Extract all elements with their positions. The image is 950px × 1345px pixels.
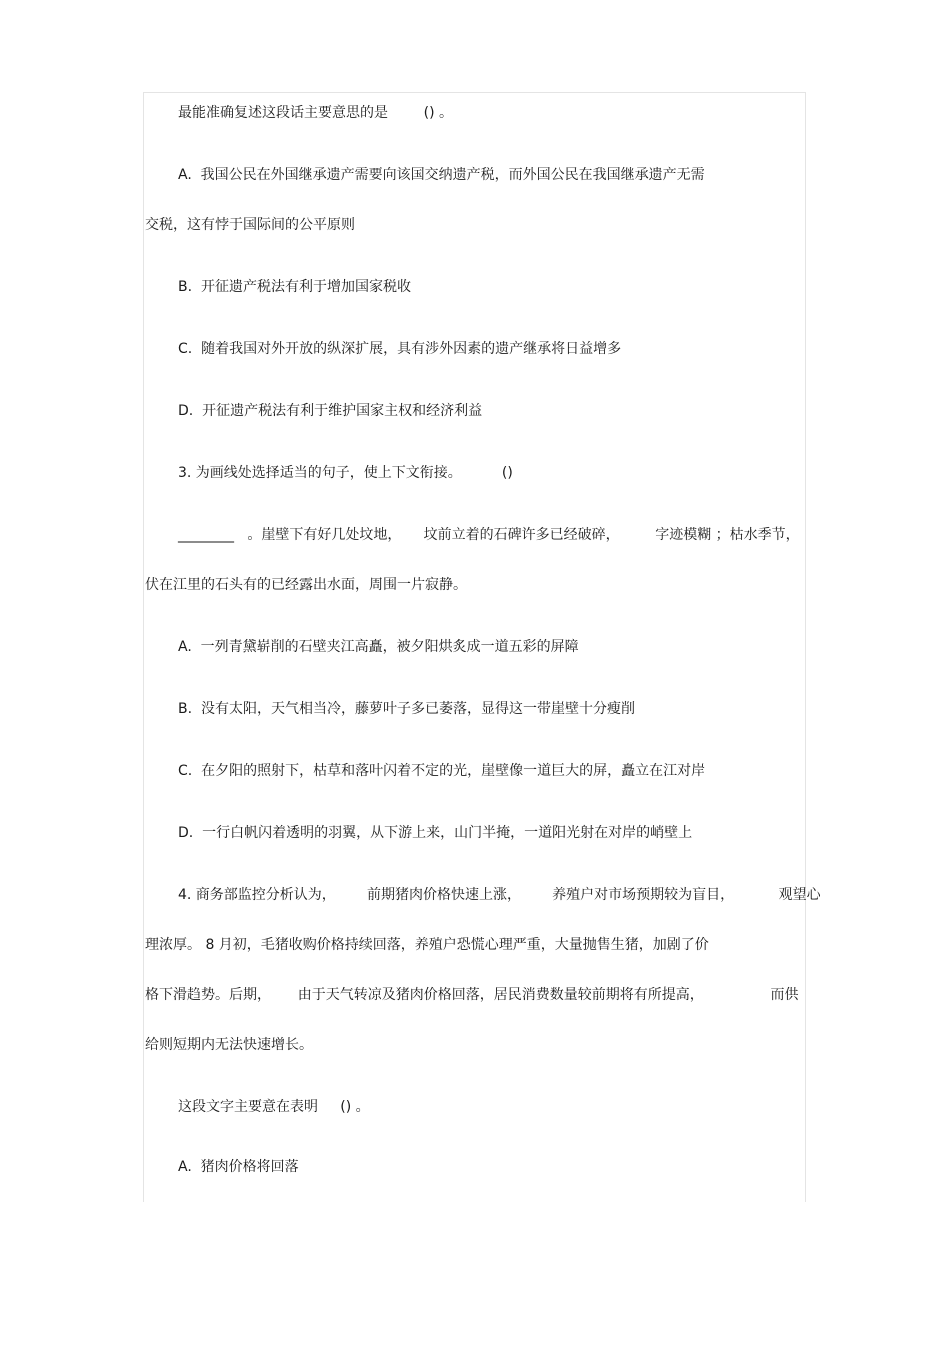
option-b: B. 开征遗产税法有利于增加国家税收 [178,279,411,295]
option-a-continued: 交税，这有悖于国际间的公平原则 [145,217,355,233]
question-3-passage-line-1: ________ 。崖壁下有好几处坟地， 坟前立着的石碑许多已经破碎， 字迹模糊 ；枯水季节， [178,527,800,543]
question-4-option-a: A. 猪肉价格将回落 [178,1159,299,1175]
question-3-option-a: A. 一列青黛崭削的石壁夹江高矗，被夕阳烘炙成一道五彩的屏障 [178,639,579,655]
question-stem: 最能准确复述这段话主要意思的是 () 。 [178,105,453,121]
question-4-passage-line-3: 格下滑趋势。后期， 由于天气转凉及猪肉价格回落，居民消费数量较前期将有所提高， 而供 [145,987,799,1003]
question-4-passage-line-4: 给则短期内无法快速增长。 [145,1037,313,1053]
question-4-passage-line-1: 4. 商务部监控分析认为， 前期猪肉价格快速上涨， 养殖户对市场预期较为盲目， 观望心 [178,887,821,903]
question-4-stem: 这段文字主要意在表明 () 。 [178,1099,370,1115]
question-4-passage-line-2: 理浓厚。 8 月初，毛猪收购价格持续回落，养殖户恐慌心理严重，大量抛售生猪，加剧了价 [145,937,709,953]
question-3-passage-line-2: 伏在江里的石头有的已经露出水面，周围一片寂静。 [145,577,467,593]
question-3-option-b: B. 没有太阳，天气相当冷，藤萝叶子多已萎落，显得这一带崖壁十分瘦削 [178,701,635,717]
question-3-option-c: C. 在夕阳的照射下，枯草和落叶闪着不定的光，崖壁像一道巨大的屏，矗立在江对岸 [178,763,706,779]
option-d: D. 开征遗产税法有利于维护国家主权和经济利益 [178,403,483,419]
option-a: A. 我国公民在外国继承遗产需要向该国交纳遗产税，而外国公民在我国继承遗产无需 [178,167,705,183]
question-3-option-d: D. 一行白帆闪着透明的羽翼，从下游上来，山门半掩，一道阳光射在对岸的峭壁上 [178,825,693,841]
option-c: C. 随着我国对外开放的纵深扩展，具有涉外因素的遗产继承将日益增多 [178,341,622,357]
question-3-stem: 3. 为画线处选择适当的句子，使上下文衔接。 () [178,465,513,481]
